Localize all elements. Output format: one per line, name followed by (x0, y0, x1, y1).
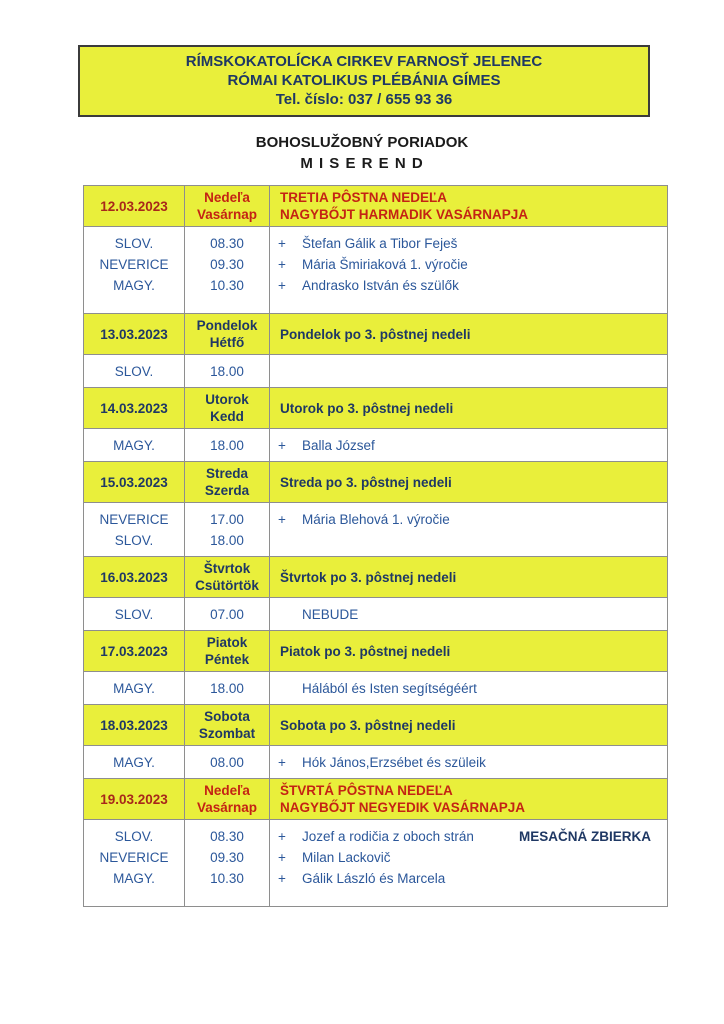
entry-place: SLOV. (114, 364, 154, 379)
section-day-line: Utorok (205, 392, 249, 407)
section-day (185, 779, 270, 820)
section-header-row (84, 557, 668, 598)
entry-place: MAGY. (113, 871, 155, 886)
entry-descriptions (270, 355, 668, 388)
section-day-line: Streda (205, 466, 249, 481)
section-day-line: Štvrtok (203, 561, 251, 576)
parish-phone: Tel. číslo: 037 / 655 93 36 (275, 91, 453, 108)
entry-intention-text: Balla József (302, 438, 375, 453)
section-day (185, 314, 270, 355)
entry-intention-text: Mária Šmiriaková 1. výročie (302, 257, 468, 272)
entry-description (270, 361, 667, 382)
entry-time: 08.30 (210, 236, 244, 251)
section-title-line: Štvrtok po 3. pôstnej nedeli (280, 569, 457, 585)
section-day-line: Szerda (204, 483, 250, 498)
section-title-line: Pondelok po 3. pôstnej nedeli (280, 326, 471, 342)
schedule-table-body (84, 186, 668, 907)
section-day (185, 388, 270, 429)
section-header-row (84, 186, 668, 227)
section-date: 17.03.2023 (84, 631, 185, 672)
offering-plus-sign: + (278, 755, 286, 770)
section-title-line: TRETIA PÔSTNA NEDEĽA (280, 190, 448, 205)
entry-places (84, 820, 185, 907)
section-title-line: NAGYBŐJT NEGYEDIK VASÁRNAPJA (280, 800, 526, 815)
offering-plus-sign: + (278, 829, 286, 844)
section-title-line: Utorok po 3. pôstnej nedeli (280, 400, 454, 416)
offering-plus-sign: + (278, 850, 286, 865)
entry-intention-text: Andrasko István és szülők (302, 278, 459, 293)
entry-intention-text: Štefan Gálik a Tibor Feješ (302, 236, 458, 251)
section-header-row (84, 462, 668, 503)
entry-time: 08.00 (210, 755, 244, 770)
entry-descriptions (270, 429, 668, 462)
schedule-title-hungarian: M I S E R E N D (300, 155, 424, 172)
entry-descriptions (270, 746, 668, 779)
entry-place: SLOV. (114, 607, 154, 622)
entry-place: NEVERICE (99, 257, 169, 272)
section-day (185, 631, 270, 672)
section-entries-row (84, 746, 668, 779)
entry-description (270, 826, 667, 847)
entry-places (84, 503, 185, 557)
section-day-line: Vasárnap (196, 207, 258, 222)
entry-place: MAGY. (113, 278, 155, 293)
section-entries-row (84, 598, 668, 631)
entry-time: 10.30 (210, 871, 244, 886)
entry-description (270, 678, 667, 699)
section-day (185, 186, 270, 227)
entry-intention-text: Gálik László és Marcela (302, 871, 446, 886)
entry-place: SLOV. (114, 236, 154, 251)
section-title (270, 705, 668, 746)
entry-places (84, 227, 185, 314)
section-title (270, 388, 668, 429)
section-title-line: ŠTVRTÁ PÔSTNA NEDEĽA (280, 783, 453, 798)
section-header-row (84, 779, 668, 820)
entry-time: 10.30 (210, 278, 244, 293)
section-day (185, 557, 270, 598)
section-day (185, 705, 270, 746)
entry-place: SLOV. (114, 829, 154, 844)
entry-times (185, 227, 270, 314)
parish-header-box (78, 45, 650, 117)
entry-description (270, 752, 667, 773)
section-day-line: Péntek (204, 652, 250, 667)
entry-intention-text: Mária Blehová 1. výročie (302, 512, 450, 527)
section-title (270, 462, 668, 503)
offering-plus-sign: + (278, 512, 286, 527)
offering-plus-sign: + (278, 278, 286, 293)
entry-time: 18.00 (210, 364, 244, 379)
entry-places (84, 429, 185, 462)
section-day-line: Nedeľa (204, 190, 250, 205)
offering-plus-sign: + (278, 871, 286, 886)
offering-plus-sign (278, 530, 302, 551)
offering-plus-sign (278, 678, 302, 699)
section-day-line: Vasárnap (196, 800, 258, 815)
monthly-collection-note: MESAČNÁ ZBIERKA (518, 829, 651, 844)
entry-time: 18.00 (210, 533, 244, 548)
entry-descriptions (270, 503, 668, 557)
entry-description (270, 530, 667, 551)
section-day-line: Nedeľa (204, 783, 250, 798)
section-date: 13.03.2023 (84, 314, 185, 355)
entry-place: NEVERICE (99, 850, 169, 865)
section-day-line: Piatok (206, 635, 248, 650)
entry-description (270, 435, 667, 456)
offering-plus-sign: + (278, 236, 286, 251)
entry-times (185, 503, 270, 557)
section-date: 15.03.2023 (84, 462, 185, 503)
entry-time: 18.00 (210, 438, 244, 453)
entry-description (270, 868, 667, 889)
offering-plus-sign: + (278, 257, 286, 272)
entry-times (185, 820, 270, 907)
section-entries-row (84, 672, 668, 705)
entry-place: SLOV. (114, 533, 154, 548)
entry-time: 09.30 (210, 850, 244, 865)
schedule-title-slovak: BOHOSLUŽOBNÝ PORIADOK (255, 134, 469, 151)
entry-intention-text: Hálából és Isten segítségéért (302, 681, 477, 696)
section-date: 18.03.2023 (84, 705, 185, 746)
entry-description (270, 275, 667, 296)
entry-times (185, 355, 270, 388)
schedule-subtitle (0, 132, 724, 174)
entry-description (270, 509, 667, 530)
parish-name-hungarian: RÓMAI KATOLIKUS PLÉBÁNIA GÍMES (227, 72, 501, 89)
entry-intention-text: Hók János,Erzsébet és szüleik (302, 755, 486, 770)
section-date: 16.03.2023 (84, 557, 185, 598)
entry-times (185, 746, 270, 779)
parish-name-slovak: RÍMSKOKATOLÍCKA CIRKEV FARNOSŤ JELENEC (185, 53, 543, 70)
section-title-line: Piatok po 3. pôstnej nedeli (280, 643, 451, 659)
entry-places (84, 355, 185, 388)
entry-times (185, 672, 270, 705)
section-day-line: Hétfő (209, 335, 245, 350)
section-header-row (84, 705, 668, 746)
entry-places (84, 672, 185, 705)
entry-times (185, 429, 270, 462)
section-day-line: Sobota (204, 709, 250, 724)
section-entries-row (84, 227, 668, 314)
section-entries-row (84, 429, 668, 462)
section-title (270, 186, 668, 227)
section-title (270, 631, 668, 672)
section-header-row (84, 631, 668, 672)
offering-plus-sign (278, 361, 302, 382)
entry-description (270, 233, 667, 254)
section-title-line: NAGYBŐJT HARMADIK VASÁRNAPJA (280, 207, 529, 222)
section-title-line: Sobota po 3. pôstnej nedeli (280, 717, 456, 733)
entry-time: 09.30 (210, 257, 244, 272)
section-date: 14.03.2023 (84, 388, 185, 429)
entry-time: 07.00 (210, 607, 244, 622)
entry-description (270, 604, 667, 625)
entry-place: NEVERICE (99, 512, 169, 527)
section-day-line: Csütörtök (195, 578, 259, 593)
section-title-line: Streda po 3. pôstnej nedeli (280, 474, 452, 490)
entry-intention-text: Milan Lackovič (302, 850, 391, 865)
section-day-line: Kedd (210, 409, 244, 424)
entry-time: 17.00 (210, 512, 244, 527)
section-date: 19.03.2023 (84, 779, 185, 820)
entry-time: 08.30 (210, 829, 244, 844)
section-header-row (84, 314, 668, 355)
section-title (270, 314, 668, 355)
offering-plus-sign (278, 604, 302, 625)
entry-descriptions (270, 672, 668, 705)
entry-places (84, 598, 185, 631)
entry-place: MAGY. (113, 438, 155, 453)
entry-place: MAGY. (113, 755, 155, 770)
section-entries-row (84, 503, 668, 557)
entry-descriptions (270, 820, 668, 907)
section-entries-row (84, 820, 668, 907)
entry-intention-text: NEBUDE (302, 607, 359, 622)
entry-intention-text: Jozef a rodičia z oboch strán (302, 829, 474, 844)
section-day (185, 462, 270, 503)
schedule-table (83, 185, 668, 907)
section-day-line: Pondelok (196, 318, 258, 333)
section-date: 12.03.2023 (84, 186, 185, 227)
entry-description (270, 254, 667, 275)
entry-places (84, 746, 185, 779)
entry-descriptions (270, 227, 668, 314)
section-header-row (84, 388, 668, 429)
section-title (270, 779, 668, 820)
offering-plus-sign: + (278, 438, 286, 453)
section-title (270, 557, 668, 598)
section-entries-row (84, 355, 668, 388)
entry-times (185, 598, 270, 631)
entry-place: MAGY. (113, 681, 155, 696)
entry-time: 18.00 (210, 681, 244, 696)
entry-description (270, 847, 667, 868)
entry-descriptions (270, 598, 668, 631)
section-day-line: Szombat (198, 726, 256, 741)
